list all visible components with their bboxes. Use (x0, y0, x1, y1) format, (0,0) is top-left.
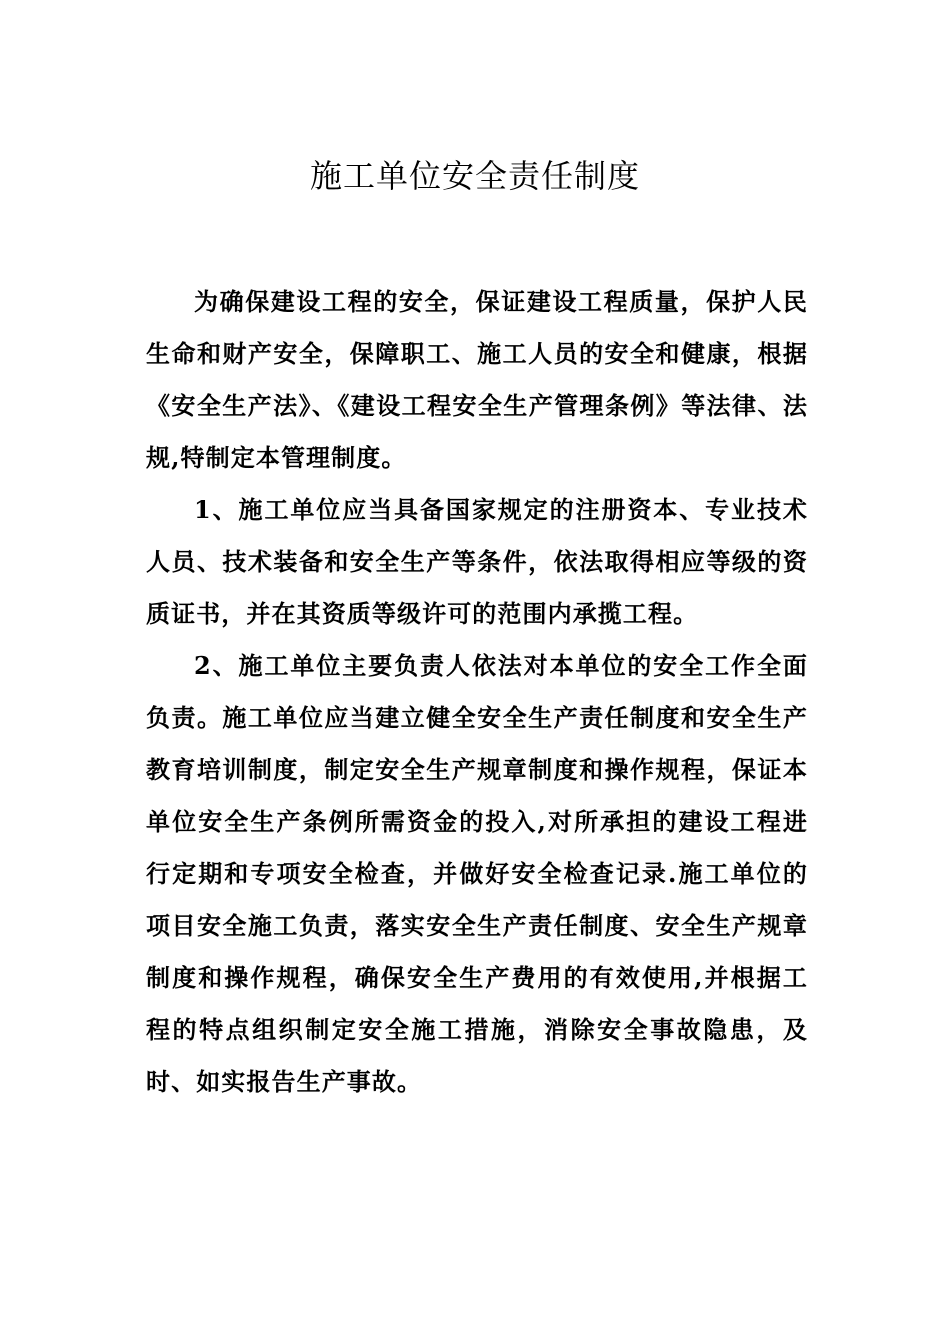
clause-2-paragraph: 2、施工单位主要负责人依法对本单位的安全工作全面负责。施工单位应当建立健全安全生产责任制度和安全生产教育培训制度，制定安全生产规章制度和操作规程，保证本单位安全生产条例所需资金的投入,对所承担的建设工程进行定期和专项安全检查，并做好安全检查记录.施工单位的项目安全施工负责，落实安全生产责任制度、安全生产规章制度和操作规程，确保安全生产费用的有效使用,并根据工程的特点组织制定安全施工措施，消除安全事故隐患，及时、如实报告生产事故。 (146, 651, 808, 1096)
document-body (146, 276, 808, 1108)
document-title: 施工单位安全责任制度 (309, 157, 640, 195)
intro-paragraph: 为确保建设工程的安全，保证建设工程质量，保护人民生命和财产安全，保障职工、施工人员的安全和健康，根据《安全生产法》、《建设工程安全生产管理条例》等法律、法规,特制定本管理制度。 (146, 287, 808, 472)
clause-1-paragraph: 1、施工单位应当具备国家规定的注册资本、专业技术人员、技术装备和安全生产等条件，依法取得相应等级的资质证书，并在其资质等级许可的范围内承揽工程。 (146, 495, 808, 628)
